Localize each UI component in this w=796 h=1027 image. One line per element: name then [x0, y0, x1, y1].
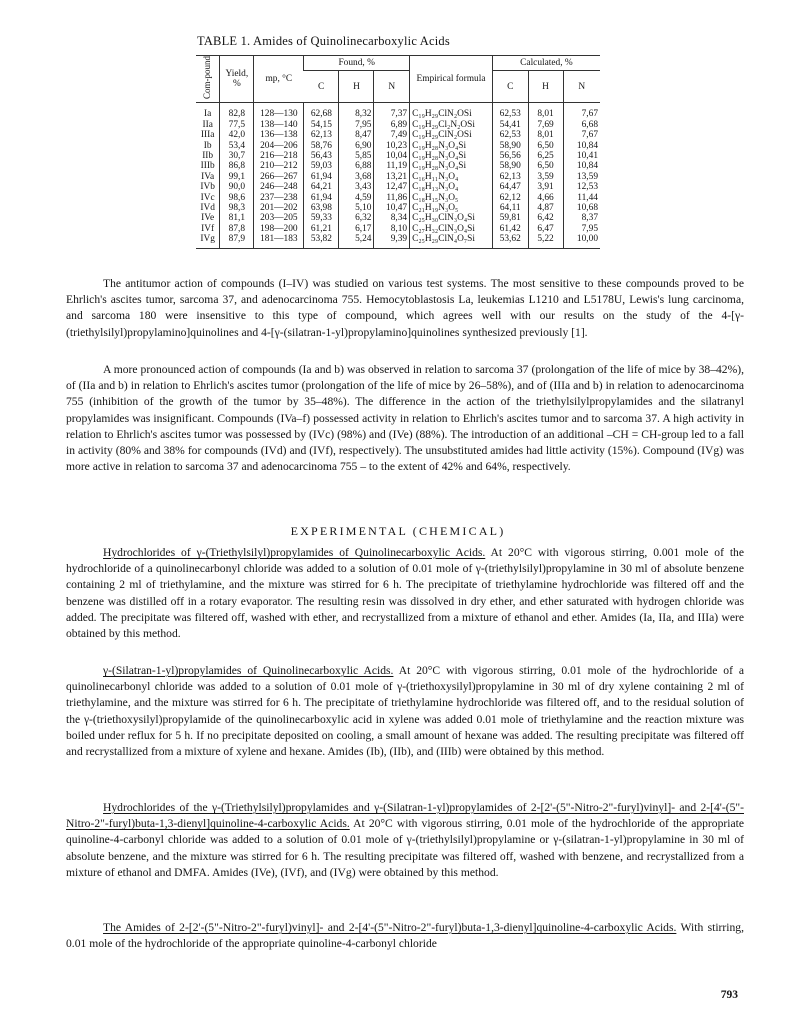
subsection-title: The Amides of 2-[2'-(5"-Nitro-2"-furyl)vinyl]- and 2-[4'-(5"-Nitro-2"-furyl)buta-1,3-dienyl]quinoline-4-carboxylic Acids.: [103, 921, 677, 934]
cell-calc-h: 6,47: [528, 224, 563, 234]
cell-found-n: 13,21: [374, 172, 410, 182]
cell-mp: 246—248: [254, 182, 304, 192]
header-compound: Com-pound: [196, 56, 220, 103]
header-found-n: N: [374, 71, 410, 103]
table-row: [196, 151, 600, 161]
cell-calc-c: 54,41: [492, 120, 528, 130]
cell-found-c: 56,43: [304, 151, 339, 161]
cell-calc-h: 4,66: [528, 193, 563, 203]
table-row: [196, 234, 600, 248]
cell-calc-h: 6,25: [528, 151, 563, 161]
cell-formula: C₂₅H₃₀ClN₃O₄Si: [410, 213, 493, 223]
header-calc-n: N: [563, 71, 600, 103]
cell-yield: 87,8: [220, 224, 254, 234]
cell-found-n: 10,23: [374, 141, 410, 151]
cell-yield: 87,9: [220, 234, 254, 248]
table-row: [196, 182, 600, 192]
cell-compound: IIa: [202, 119, 213, 130]
cell-calc-n: 13,59: [563, 172, 600, 182]
cell-compound: IVe: [201, 213, 215, 224]
cell-found-n: 10,04: [374, 151, 410, 161]
cell-compound: Ia: [204, 109, 212, 120]
cell-yield: 98,6: [220, 193, 254, 203]
cell-calc-h: 8,01: [528, 103, 563, 120]
cell-found-h: 5,10: [339, 203, 374, 213]
cell-found-n: 12,47: [374, 182, 410, 192]
cell-mp: 181—183: [254, 234, 304, 248]
cell-mp: 138—140: [254, 120, 304, 130]
cell-found-h: 8,32: [339, 103, 374, 120]
paragraph-silatranyl-amides: [66, 663, 744, 760]
table-row: [196, 193, 600, 203]
cell-calc-h: 3,59: [528, 172, 563, 182]
cell-calc-n: 10,00: [563, 234, 600, 248]
cell-found-n: 7,49: [374, 130, 410, 140]
cell-yield: 42,0: [220, 130, 254, 140]
table-caption: TABLE 1. Amides of Quinolinecarboxylic Acids: [197, 34, 450, 48]
subsection-title: Hydrochlorides of the γ-(Triethylsilyl)propylamides and γ-(Silatran-1-yl)propylamides of 2-[2'-(5"-Nitro-2"-furyl)vinyl]- and 2-[4'-(5"-Nitro-2"-furyl)buta-1,3-dienyl]quinoline-4-carboxylic Acids.: [66, 801, 744, 831]
cell-found-h: 5,24: [339, 234, 374, 248]
cell-compound: IVc: [200, 192, 215, 203]
cell-calc-c: 64,11: [492, 203, 528, 213]
cell-found-n: 8,34: [374, 213, 410, 223]
cell-yield: 86,8: [220, 161, 254, 171]
cell-calc-n: 12,53: [563, 182, 600, 192]
cell-calc-n: 7,67: [563, 103, 600, 120]
cell-mp: 237—238: [254, 193, 304, 203]
cell-calc-h: 8,01: [528, 130, 563, 140]
cell-formula: C₁₉H₂₈N₃O₄Si: [410, 141, 493, 151]
cell-mp: 210—212: [254, 161, 304, 171]
cell-formula: C₁₉H₂₈N₃O₄Si: [410, 161, 493, 171]
cell-calc-h: 5,22: [528, 234, 563, 248]
paragraph-triethylsilyl-hydrochlorides: [66, 545, 744, 642]
cell-found-n: 9,39: [374, 234, 410, 248]
cell-calc-n: 10,41: [563, 151, 600, 161]
header-found: Found, %: [304, 56, 410, 71]
cell-found-h: 7,95: [339, 120, 374, 130]
header-empirical-formula: Empirical formula: [410, 56, 493, 103]
cell-calc-n: 10,84: [563, 161, 600, 171]
cell-calc-h: 6,50: [528, 141, 563, 151]
cell-formula: C₂₁H₁₉N₃O₅: [410, 203, 493, 213]
cell-yield: 81,1: [220, 213, 254, 223]
cell-found-c: 63,98: [304, 203, 339, 213]
cell-calc-n: 11,44: [563, 193, 600, 203]
subsection-title: γ-(Silatran-1-yl)propylamides of Quinolinecarboxylic Acids.: [103, 664, 394, 677]
cell-formula: C₁₉H₂₉ClN₂OSi: [410, 130, 493, 140]
cell-calc-c: 53,62: [492, 234, 528, 248]
cell-yield: 77,5: [220, 120, 254, 130]
cell-calc-c: 59,81: [492, 213, 528, 223]
cell-compound: IIb: [202, 151, 214, 162]
cell-mp: 128—130: [254, 103, 304, 120]
paragraph-body: At 20°C with vigorous stirring, 0.001 mole of the hydrochloride of a quinolinecarbonyl chloride was added to a solution of 0.01 mole of γ-(triethylsilyl)propylamine in 30 ml of absolute benzene containing 2 ml of triethylamine, and the mixture was stirred for 6 h. The precipitate of triethylamine hydrochloride was filtered off and the benzene was distilled off in a rotary evaporator. The resulting resin was dissolved in dry ether, and ether saturated with hydrogen chloride was added. The precipitate was filtered off, washed with ether, and recrystallized from a mixture of ethanol and ether. Amides (Ia, IIa, and IIIa) were obtained by this method.: [66, 546, 744, 641]
cell-mp: 136—138: [254, 130, 304, 140]
cell-found-n: 11,19: [374, 161, 410, 171]
cell-calc-c: 62,12: [492, 193, 528, 203]
cell-compound: IIIb: [200, 161, 215, 172]
table-row: [196, 172, 600, 182]
cell-calc-c: 56,56: [492, 151, 528, 161]
cell-calc-h: 3,91: [528, 182, 563, 192]
cell-found-c: 59,33: [304, 213, 339, 223]
cell-found-h: 4,59: [339, 193, 374, 203]
table-row: [196, 224, 600, 234]
amides-table: [196, 55, 600, 249]
table-row: [196, 141, 600, 151]
header-calculated: Calculated, %: [492, 56, 600, 71]
cell-yield: 90,0: [220, 182, 254, 192]
cell-mp: 203—205: [254, 213, 304, 223]
cell-formula: C₁₈H₁₅N₃O₅: [410, 193, 493, 203]
cell-yield: 98,3: [220, 203, 254, 213]
cell-compound: Ib: [203, 140, 212, 151]
header-found-h: H: [339, 71, 374, 103]
cell-calc-n: 8,37: [563, 213, 600, 223]
cell-formula: C₁₉H₂₉ClN₂OSi: [410, 103, 493, 120]
cell-calc-h: 7,69: [528, 120, 563, 130]
cell-formula: C₁₈H₁₃N₃O₄: [410, 182, 493, 192]
cell-calc-c: 58,90: [492, 141, 528, 151]
cell-found-h: 6,32: [339, 213, 374, 223]
table-row: [196, 120, 600, 130]
cell-mp: 216—218: [254, 151, 304, 161]
cell-calc-n: 10,84: [563, 141, 600, 151]
cell-mp: 198—200: [254, 224, 304, 234]
cell-compound: IIIa: [200, 130, 215, 141]
cell-found-c: 53,82: [304, 234, 339, 248]
table-row: [196, 213, 600, 223]
cell-compound: IVg: [196, 234, 220, 248]
page-number: 793: [720, 989, 738, 1001]
table-row: [196, 203, 600, 213]
cell-found-h: 6,88: [339, 161, 374, 171]
cell-found-h: 5,85: [339, 151, 374, 161]
paragraph-body: With stirring, 0.01 mole of the hydrochloride of the appropriate quinoline-4-carbonyl chloride: [66, 921, 744, 951]
subsection-title: Hydrochlorides of γ-(Triethylsilyl)propylamides of Quinolinecarboxylic Acids.: [103, 546, 486, 559]
cell-compound: IVf: [201, 223, 215, 234]
cell-found-h: 3,68: [339, 172, 374, 182]
cell-formula: C₂₇H₃₂ClN₃O₄Si: [410, 224, 493, 234]
paragraph-nitrofuryl-amides: [66, 920, 744, 952]
cell-mp: 204—206: [254, 141, 304, 151]
cell-calc-h: 6,42: [528, 213, 563, 223]
cell-calc-c: 58,90: [492, 161, 528, 171]
cell-found-c: 59,03: [304, 161, 339, 171]
cell-found-n: 6,89: [374, 120, 410, 130]
cell-found-c: 61,21: [304, 224, 339, 234]
cell-compound: IVd: [200, 203, 215, 214]
paragraph-nitrofuryl-hydrochlorides: [66, 800, 744, 881]
cell-found-c: 61,94: [304, 172, 339, 182]
cell-found-c: 61,94: [304, 193, 339, 203]
cell-found-c: 62,13: [304, 130, 339, 140]
cell-calc-n: 10,68: [563, 203, 600, 213]
cell-calc-c: 62,53: [492, 130, 528, 140]
cell-formula: C₁₆H₁₁N₃O₄: [410, 172, 493, 182]
cell-found-c: 64,21: [304, 182, 339, 192]
cell-yield: 30,7: [220, 151, 254, 161]
cell-yield: 99,1: [220, 172, 254, 182]
paragraph-body: At 20°C with vigorous stirring, 0.01 mole of the hydrochloride of the appropriate quinoline-4-carbonyl chloride was added to a solution of 0.01 mole of γ-(triethylsilyl)propylamine or γ-(silatran-1-yl)propylamine in 30 ml of absolute benzene, and the mixture was stirred for 6 h. The resulting precipitate was filtered off, washed with benzene, and recrystallized from a mixture of ethanol and DMFA. Amides (IVe), (IVf), and (IVg) were obtained by this method.: [66, 817, 744, 879]
header-calc-h: H: [528, 71, 563, 103]
cell-calc-c: 62,53: [492, 103, 528, 120]
cell-found-h: 8,47: [339, 130, 374, 140]
cell-compound: IVa: [201, 171, 215, 182]
header-mp: mp, °C: [254, 56, 304, 103]
cell-found-h: 6,90: [339, 141, 374, 151]
cell-found-n: 11,86: [374, 193, 410, 203]
cell-formula: C₂₅H₂₉ClN₄O₇Si: [410, 234, 493, 248]
cell-mp: 266—267: [254, 172, 304, 182]
cell-mp: 201—202: [254, 203, 304, 213]
cell-calc-n: 7,67: [563, 130, 600, 140]
cell-calc-n: 6,68: [563, 120, 600, 130]
paragraph-body: At 20°C with vigorous stirring, 0.01 mole of the hydrochloride of a quinolinecarbonyl chloride was added to a solution of 0.01 mole of γ-(triethoxysilyl)propylamine in 30 ml of dry xylene containing 2 ml of triethylamine, and the mixture was stirred for 6 h. The precipitate of triethylamine hydrochloride was filtered off, and to the residual solution of the γ-(triethoxysilyl)propylamide of the quinolinecarboxylic acid in xylene was added 0.01 mole of triethylamine and the reaction mixture was boiled under reflux for 5 h. If no precipitate deposited on cooling, a small amount of hexane was added. The resulting precipitate was filtered off and recrystallized from a mixture of xylene and hexane. Amides (Ib), (IIb), and (IIIb) were obtained by this method.: [66, 664, 744, 759]
header-found-c: C: [304, 71, 339, 103]
paragraph-pronounced-action: A more pronounced action of compounds (Ia and b) was observed in relation to sarcoma 37 (prolongation of the life of mice by 38–42%), of (IIa and b) in relation to Ehrlich's ascites tumor (prolongation of the life of mice by 26–58%), and of (IIIa and b) in relation to adenocarcinoma 755 (inhibition of the growth of the tumor by 35–48%). The difference in the action of the triethylsilylpropylamides and the silatranyl propylamides was insignificant. Compounds (IVa–f) possessed activity in relation to Ehrlich's ascites tumor and to sarcoma 37. A high activity in relation to Ehrlich's ascites tumor was possessed by (IVc) (98%) and (IVe) (88%). The introduction of an additional –CH = CH-group led to a fall in activity (80% and 38% for compounds (IVd) and (IVf), respectively). The unsubstituted amides had little activity (15%). Compound (IVg) was more active in relation to sarcoma 37 and adenocarcinoma 755 – to the extent of 42% and 64%, respectively.: [66, 363, 744, 474]
cell-calc-h: 6,50: [528, 161, 563, 171]
cell-found-c: 58,76: [304, 141, 339, 151]
paragraph-antitumor-action: The antitumor action of compounds (I–IV) was studied on various test systems. The most sensitive to these compounds proved to be Ehrlich's ascites tumor, sarcoma 37, and adenocarcinoma 755. Hemocytoblastosis La, leukemias L1210 and L5178U, Lewis's lung carcinoma, and sarcoma 180 were insensitive to this type of compound, which agrees well with our results on the study of the 4-[γ-(triethylsilyl)propylamino]quinolines and 4-[γ-(silatran-1-yl)propylamino]quinolines synthesized previously [1].: [66, 277, 744, 339]
cell-calc-c: 61,42: [492, 224, 528, 234]
cell-found-n: 8,10: [374, 224, 410, 234]
table-row: [196, 130, 600, 140]
cell-found-n: 7,37: [374, 103, 410, 120]
cell-found-c: 62,68: [304, 103, 339, 120]
table-row: [196, 103, 600, 120]
cell-compound: IVb: [200, 182, 215, 193]
cell-calc-n: 7,95: [563, 224, 600, 234]
header-yield: Yield, %: [220, 56, 254, 103]
cell-calc-c: 62,13: [492, 172, 528, 182]
cell-calc-c: 64,47: [492, 182, 528, 192]
cell-found-c: 54,15: [304, 120, 339, 130]
cell-found-h: 3,43: [339, 182, 374, 192]
cell-formula: C₁₉H₂₈N₃O₄Si: [410, 151, 493, 161]
cell-found-n: 10,47: [374, 203, 410, 213]
section-heading-experimental: EXPERIMENTAL (CHEMICAL): [290, 524, 506, 538]
header-calc-c: C: [492, 71, 528, 103]
cell-yield: 53,4: [220, 141, 254, 151]
cell-formula: C₁₉H₂₉Cl₂N₂OSi: [410, 120, 493, 130]
cell-found-h: 6,17: [339, 224, 374, 234]
cell-yield: 82,8: [220, 103, 254, 120]
cell-calc-h: 4,87: [528, 203, 563, 213]
table-row: [196, 161, 600, 171]
